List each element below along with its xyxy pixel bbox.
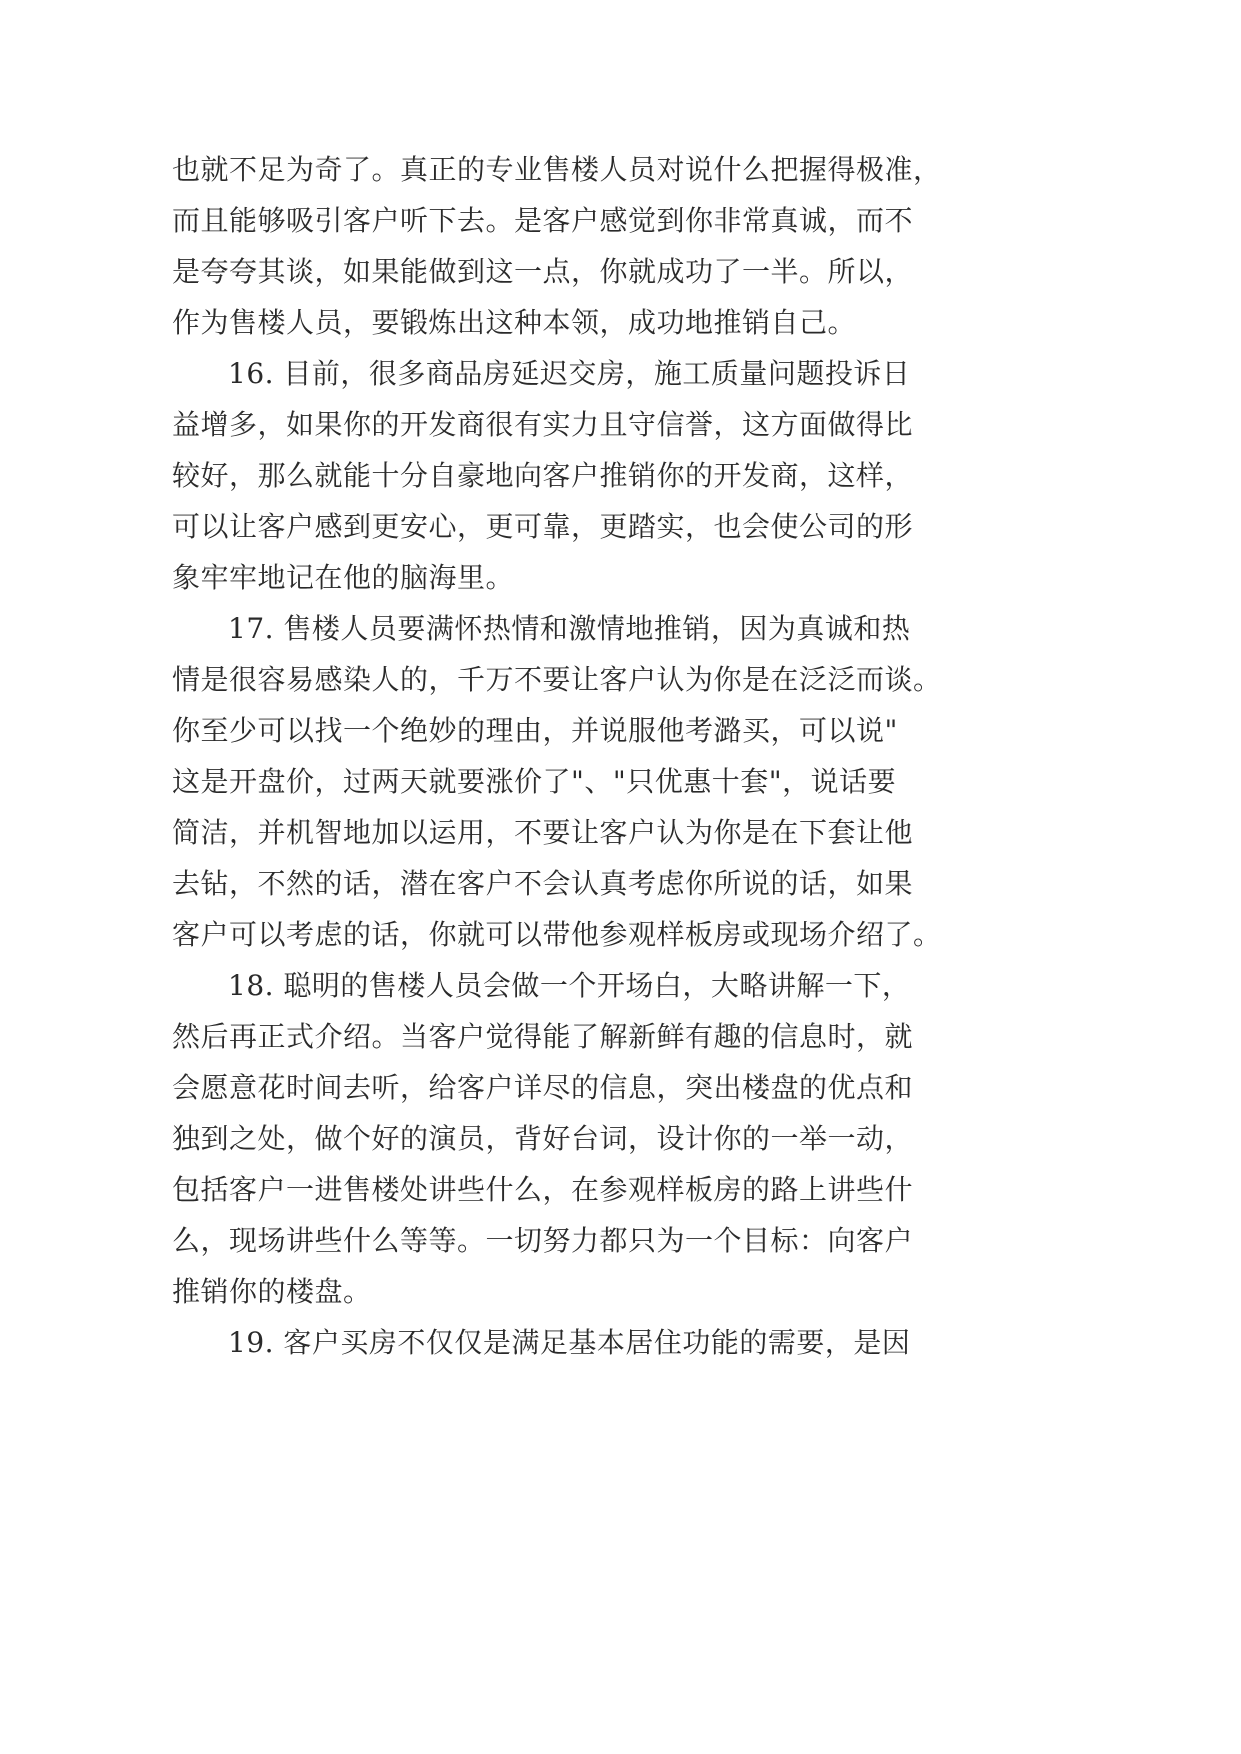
text-line: 然后再正式介绍。当客户觉得能了解新鲜有趣的信息时，就 [172, 1020, 914, 1053]
text-line: 推销你的楼盘。 [172, 1275, 372, 1308]
text-line: 可以让客户感到更安心，更可靠，更踏实，也会使公司的形 [172, 510, 914, 543]
text-line: 客户可以考虑的话，你就可以带他参观样板房或现场介绍了。 [172, 918, 942, 951]
text-line: 你至少可以找一个绝妙的理由，并说服他考潞买，可以说" [172, 714, 898, 747]
text-line: 而且能够吸引客户听下去。是客户感觉到你非常真诚，而不 [172, 204, 914, 237]
text-line: 独到之处，做个好的演员，背好台词，设计你的一举一动， [172, 1122, 914, 1155]
text-line: 较好，那么就能十分自豪地向客户推销你的开发商，这样， [172, 459, 914, 492]
paragraph-17-first-line: 17. 售楼人员要满怀热情和激情地推销，因为真诚和热 [228, 612, 911, 645]
text-line: 是夸夸其谈，如果能做到这一点，你就成功了一半。所以， [172, 255, 914, 288]
text-line: 会愿意花时间去听，给客户详尽的信息，突出楼盘的优点和 [172, 1071, 914, 1104]
text-line: 这是开盘价，过两天就要涨价了"、"只优惠十套"，说话要 [172, 765, 897, 798]
text-line: 也就不足为奇了。真正的专业售楼人员对说什么把握得极准， [172, 153, 942, 186]
text-line: 情是很容易感染人的，千万不要让客户认为你是在泛泛而谈。 [172, 663, 942, 696]
paragraph-16-first-line: 16. 目前，很多商品房延迟交房，施工质量问题投诉日 [228, 357, 911, 390]
text-line: 么，现场讲些什么等等。一切努力都只为一个目标：向客户 [172, 1224, 914, 1257]
paragraph-19-first-line: 19. 客户买房不仅仅是满足基本居住功能的需要，是因 [228, 1326, 911, 1359]
text-line: 益增多，如果你的开发商很有实力且守信誉，这方面做得比 [172, 408, 914, 441]
text-line: 作为售楼人员，要锻炼出这种本领，成功地推销自己。 [172, 306, 857, 339]
text-line: 去钻，不然的话，潜在客户不会认真考虑你所说的话，如果 [172, 867, 914, 900]
paragraph-18-first-line: 18. 聪明的售楼人员会做一个开场白，大略讲解一下， [228, 969, 911, 1002]
text-line: 简洁，并机智地加以运用，不要让客户认为你是在下套让他 [172, 816, 914, 849]
text-line: 包括客户一进售楼处讲些什么，在参观样板房的路上讲些什 [172, 1173, 914, 1206]
text-line: 象牢牢地记在他的脑海里。 [172, 561, 515, 594]
